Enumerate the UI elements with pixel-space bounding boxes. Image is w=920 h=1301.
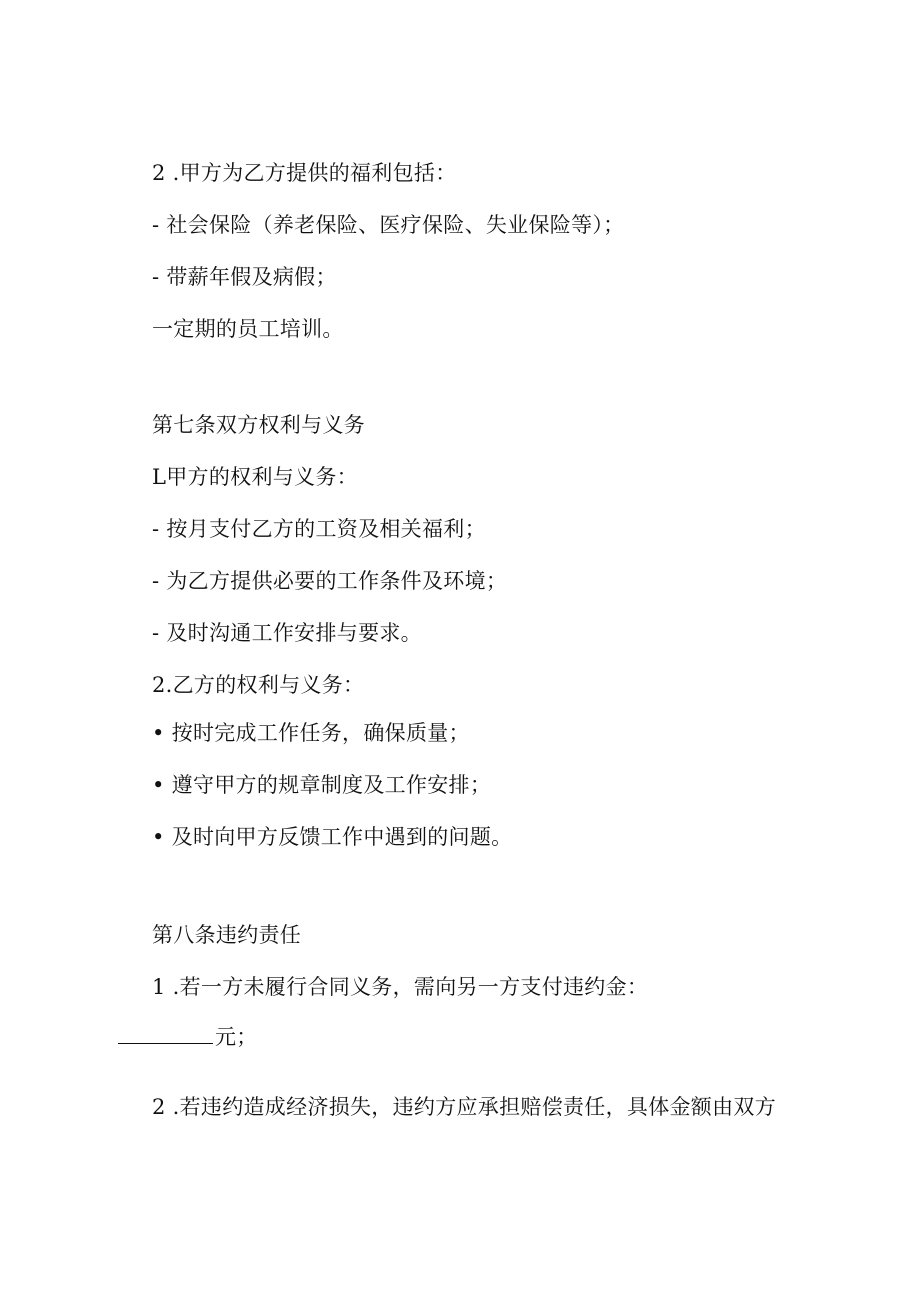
penalty-amount-line <box>118 1024 258 1050</box>
benefit-item-paid-leave: - 带薪年假及病假； <box>152 265 337 289</box>
party-b-item-feedback: • 及时向甲方反馈工作中遇到的问题。 <box>152 825 513 849</box>
breach-clause-1: 1 .若一方未履行合同义务，需向另一方支付违约金： <box>152 975 649 999</box>
party-a-rights-heading: L甲方的权利与义务： <box>152 465 358 489</box>
party-b-item-tasks: • 按时完成工作任务，确保质量； <box>152 721 470 745</box>
breach-clause-2: 2 .若违约造成经济损失，违约方应承担赔偿责任，具体金额由双方 <box>152 1095 777 1119</box>
penalty-amount-unit: 元； <box>215 1025 258 1049</box>
party-a-item-pay: - 按月支付乙方的工资及相关福利； <box>152 517 486 541</box>
party-b-rights-heading: 2.乙方的权利与义务： <box>152 673 365 697</box>
benefit-item-training: 一定期的员工培训。 <box>152 317 344 341</box>
article-8-title: 第八条违约责任 <box>152 923 302 947</box>
benefit-item-social-insurance: - 社会保险（养老保险、医疗保险、失业保险等）； <box>152 213 625 237</box>
party-a-item-communication: - 及时沟通工作安排与要求。 <box>152 621 422 645</box>
party-b-item-rules: • 遵守甲方的规章制度及工作安排； <box>152 773 492 797</box>
benefits-heading: 2 .甲方为乙方提供的福利包括： <box>152 161 457 185</box>
article-7-title: 第七条双方权利与义务 <box>152 413 365 437</box>
penalty-amount-blank <box>118 1025 213 1044</box>
party-a-item-conditions: - 为乙方提供必要的工作条件及环境； <box>152 569 508 593</box>
